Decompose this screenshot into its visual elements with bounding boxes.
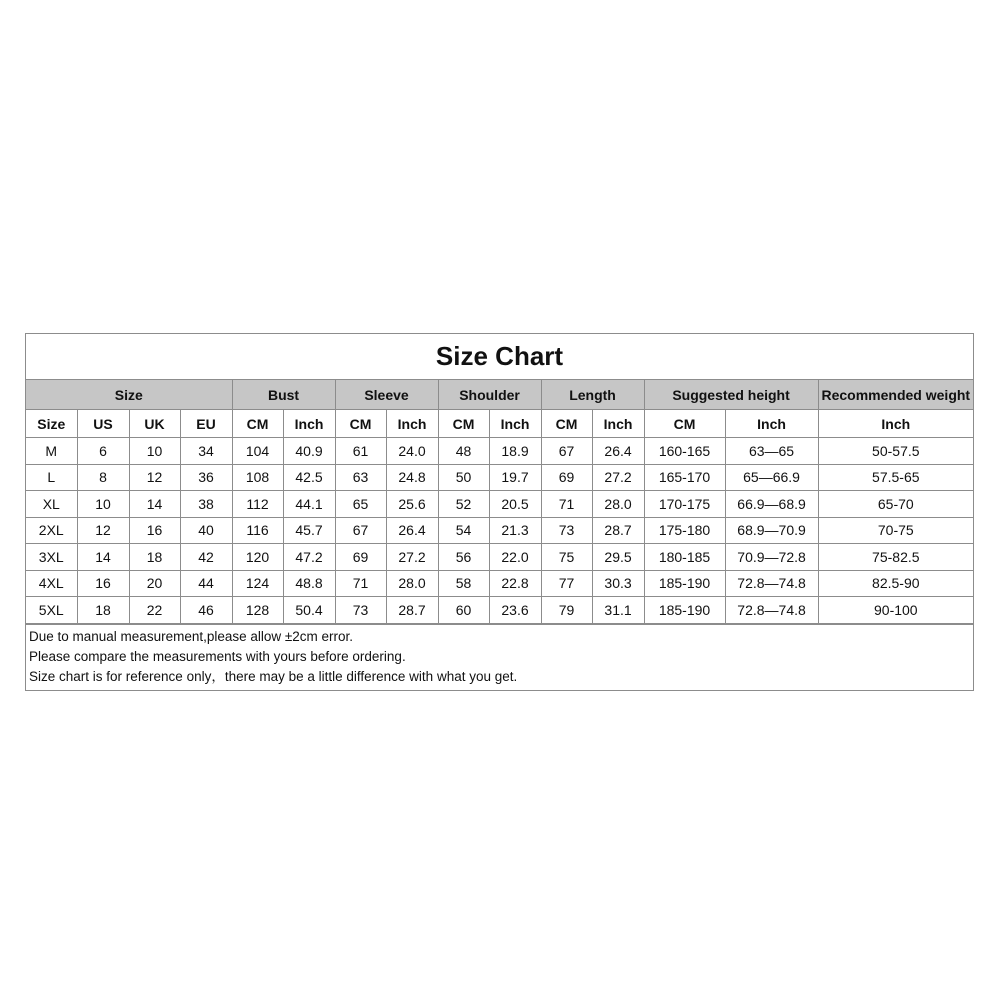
table-cell: 71	[541, 491, 592, 518]
table-cell: 20.5	[489, 491, 541, 518]
note-line: Due to manual measurement,please allow ±2cm error.	[29, 628, 354, 644]
sub-header-cell: CM	[541, 410, 592, 438]
sub-header-cell: Size	[26, 410, 77, 438]
table-cell: 46	[180, 597, 232, 624]
table-cell: 120	[232, 544, 283, 571]
table-cell: 26.4	[386, 517, 438, 544]
table-cell: 185-190	[644, 597, 725, 624]
table-row	[26, 491, 973, 518]
table-row	[26, 438, 973, 465]
table-cell: 42	[180, 544, 232, 571]
table-cell: 61	[335, 438, 386, 465]
table-cell: 38	[180, 491, 232, 518]
table-cell: 22.0	[489, 544, 541, 571]
table-cell: 77	[541, 570, 592, 597]
table-cell: 70-75	[818, 517, 973, 544]
table-cell: 116	[232, 517, 283, 544]
group-header-row	[26, 380, 973, 410]
sub-header-cell: CM	[232, 410, 283, 438]
table-cell: 16	[77, 570, 129, 597]
sub-header-cell: Inch	[489, 410, 541, 438]
table-cell: 180-185	[644, 544, 725, 571]
table-cell: 19.7	[489, 464, 541, 491]
table-cell: 6	[77, 438, 129, 465]
table-cell: 26.4	[592, 438, 644, 465]
table-cell: 28.7	[592, 517, 644, 544]
sub-header-cell: Inch	[725, 410, 818, 438]
table-cell: 50-57.5	[818, 438, 973, 465]
table-cell: 67	[541, 438, 592, 465]
table-cell: 16	[129, 517, 180, 544]
table-cell: XL	[26, 491, 77, 518]
table-cell: 22	[129, 597, 180, 624]
group-header-cell: Length	[541, 380, 644, 410]
table-cell: 40.9	[283, 438, 335, 465]
table-cell: 65-70	[818, 491, 973, 518]
table-cell: 18	[77, 597, 129, 624]
size-chart	[25, 333, 974, 691]
table-cell: 36	[180, 464, 232, 491]
table-cell: 50.4	[283, 597, 335, 624]
table-cell: 8	[77, 464, 129, 491]
sub-header-cell: CM	[438, 410, 489, 438]
table-cell: 10	[129, 438, 180, 465]
sub-header-cell: Inch	[592, 410, 644, 438]
table-row	[26, 570, 973, 597]
table-cell: 14	[77, 544, 129, 571]
table-cell: 65—66.9	[725, 464, 818, 491]
table-cell: 30.3	[592, 570, 644, 597]
table-cell: 21.3	[489, 517, 541, 544]
sub-header-cell: UK	[129, 410, 180, 438]
sub-header-cell: US	[77, 410, 129, 438]
table-cell: 112	[232, 491, 283, 518]
group-header-cell: Bust	[232, 380, 335, 410]
table-cell: 31.1	[592, 597, 644, 624]
table-cell: 12	[77, 517, 129, 544]
table-cell: 185-190	[644, 570, 725, 597]
table-cell: 170-175	[644, 491, 725, 518]
table-cell: 65	[335, 491, 386, 518]
table-row	[26, 597, 973, 624]
table-cell: 44.1	[283, 491, 335, 518]
table-row	[26, 544, 973, 571]
table-cell: 3XL	[26, 544, 77, 571]
table-cell: 2XL	[26, 517, 77, 544]
table-cell: 82.5-90	[818, 570, 973, 597]
table-cell: 63	[335, 464, 386, 491]
table-cell: 18.9	[489, 438, 541, 465]
table-cell: 14	[129, 491, 180, 518]
group-header-cell: Sleeve	[335, 380, 438, 410]
table-cell: 160-165	[644, 438, 725, 465]
table-cell: 72.8—74.8	[725, 570, 818, 597]
table-cell: 63—65	[725, 438, 818, 465]
table-row	[26, 464, 973, 491]
table-cell: 56	[438, 544, 489, 571]
table-cell: 4XL	[26, 570, 77, 597]
table-cell: 79	[541, 597, 592, 624]
table-cell: 58	[438, 570, 489, 597]
table-cell: 10	[77, 491, 129, 518]
table-cell: 50	[438, 464, 489, 491]
table-cell: 24.8	[386, 464, 438, 491]
table-cell: 42.5	[283, 464, 335, 491]
sub-header-row	[26, 410, 973, 438]
table-cell: 71	[335, 570, 386, 597]
table-cell: M	[26, 438, 77, 465]
table-cell: 48	[438, 438, 489, 465]
table-cell: 44	[180, 570, 232, 597]
table-cell: 60	[438, 597, 489, 624]
size-table	[26, 380, 973, 624]
table-cell: 175-180	[644, 517, 725, 544]
group-header-cell: Recommended weight	[818, 380, 973, 410]
table-cell: 25.6	[386, 491, 438, 518]
table-cell: 12	[129, 464, 180, 491]
group-header-cell: Shoulder	[438, 380, 541, 410]
table-cell: 73	[541, 517, 592, 544]
table-cell: 67	[335, 517, 386, 544]
sub-header-cell: CM	[644, 410, 725, 438]
table-cell: 68.9—70.9	[725, 517, 818, 544]
sub-header-cell: CM	[335, 410, 386, 438]
table-cell: 22.8	[489, 570, 541, 597]
group-header-cell: Suggested height	[644, 380, 818, 410]
table-cell: 75	[541, 544, 592, 571]
table-cell: 75-82.5	[818, 544, 973, 571]
table-cell: 69	[541, 464, 592, 491]
table-cell: 66.9—68.9	[725, 491, 818, 518]
table-cell: 5XL	[26, 597, 77, 624]
table-cell: 124	[232, 570, 283, 597]
table-cell: 29.5	[592, 544, 644, 571]
table-cell: 73	[335, 597, 386, 624]
table-cell: 27.2	[386, 544, 438, 571]
chart-title: Size Chart	[26, 334, 973, 380]
table-cell: 40	[180, 517, 232, 544]
note-line: Size chart is for reference only，there may be a little difference with what you get.	[29, 668, 518, 684]
table-cell: 28.0	[386, 570, 438, 597]
table-cell: 128	[232, 597, 283, 624]
table-cell: L	[26, 464, 77, 491]
table-cell: 72.8—74.8	[725, 597, 818, 624]
table-cell: 28.7	[386, 597, 438, 624]
sub-header-cell: Inch	[818, 410, 973, 438]
table-cell: 54	[438, 517, 489, 544]
note-line: Please compare the measurements with yours before ordering.	[29, 648, 406, 664]
sub-header-cell: EU	[180, 410, 232, 438]
table-cell: 20	[129, 570, 180, 597]
table-cell: 104	[232, 438, 283, 465]
notes	[26, 624, 973, 690]
table-cell: 18	[129, 544, 180, 571]
table-cell: 23.6	[489, 597, 541, 624]
table-cell: 165-170	[644, 464, 725, 491]
sub-header-cell: Inch	[283, 410, 335, 438]
table-cell: 69	[335, 544, 386, 571]
group-header-cell: Size	[26, 380, 232, 410]
table-cell: 24.0	[386, 438, 438, 465]
table-cell: 28.0	[592, 491, 644, 518]
table-cell: 47.2	[283, 544, 335, 571]
table-body	[26, 438, 973, 624]
table-cell: 70.9—72.8	[725, 544, 818, 571]
table-row	[26, 517, 973, 544]
table-cell: 108	[232, 464, 283, 491]
table-cell: 34	[180, 438, 232, 465]
table-cell: 48.8	[283, 570, 335, 597]
sub-header-cell: Inch	[386, 410, 438, 438]
table-cell: 90-100	[818, 597, 973, 624]
table-cell: 52	[438, 491, 489, 518]
table-cell: 45.7	[283, 517, 335, 544]
table-cell: 57.5-65	[818, 464, 973, 491]
table-cell: 27.2	[592, 464, 644, 491]
